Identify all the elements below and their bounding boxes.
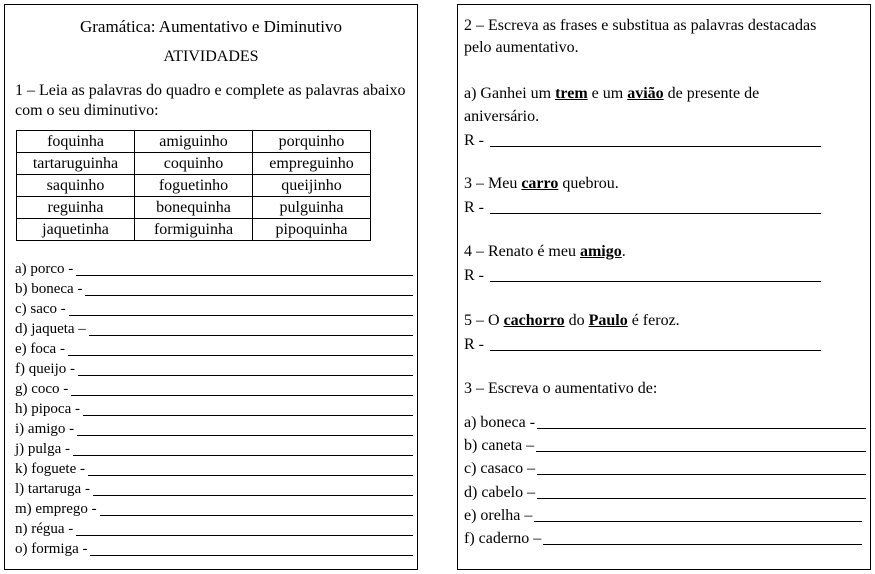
item-label: j) pulga - — [15, 441, 70, 457]
answer-line[interactable] — [93, 495, 413, 496]
aug-item-boneca — [464, 413, 866, 431]
item-tartaruga — [15, 478, 413, 498]
item-label: a) porco - — [15, 261, 74, 277]
item-label: a) boneca - — [464, 414, 536, 431]
answer-line[interactable] — [90, 555, 413, 556]
answer-line[interactable] — [534, 521, 862, 522]
highlighted-word: Paulo — [588, 312, 628, 329]
highlighted-word: amigo — [579, 243, 622, 260]
sentence-text: é feroz. — [627, 312, 680, 329]
item-formiga — [15, 538, 413, 558]
answer-line[interactable] — [73, 455, 413, 456]
table-cell: coquinho — [135, 153, 253, 175]
answer-line[interactable] — [85, 295, 413, 296]
right-worksheet-page — [457, 4, 871, 570]
worksheet-title: Gramática: Aumentativo e Diminutivo — [79, 17, 343, 36]
item-label: f) caderno – — [464, 530, 542, 547]
highlighted-word: cachorro — [503, 312, 565, 329]
highlighted-word: carro — [521, 175, 559, 192]
table-cell: empreguinho — [253, 153, 371, 175]
item-label: e) orelha – — [464, 507, 533, 524]
sentence-text: a) Ganhei um — [464, 85, 556, 102]
sentence-text: 4 – Renato é meu — [464, 243, 580, 260]
sentence-text: . — [621, 243, 626, 260]
answer-4 — [464, 266, 821, 284]
item-label: h) pipoca - — [15, 401, 80, 417]
table-cell: foquinha — [17, 131, 135, 153]
item-queijo — [15, 358, 413, 378]
answer-line[interactable] — [89, 335, 413, 336]
table-row — [17, 197, 371, 219]
activities-heading: ATIVIDADES — [163, 48, 259, 65]
sentence-text: quebrou. — [558, 175, 619, 192]
sentence-text: 5 – O — [464, 312, 504, 329]
sentence-a-continued: aniversário. — [464, 108, 540, 125]
aug-item-caneta — [464, 436, 866, 454]
answer-label: R - — [464, 267, 484, 284]
sentence-text: de presente de — [663, 85, 760, 102]
item-label: i) amigo - — [15, 421, 75, 437]
answer-3 — [464, 198, 821, 216]
answer-5 — [464, 335, 821, 353]
instruction-1: 1 – Leia as palavras do quadro e complete as palavras abaixo com o seu diminutivo: — [15, 82, 406, 119]
answer-line[interactable] — [490, 281, 821, 282]
sentence-3 — [464, 176, 619, 192]
answer-line[interactable] — [76, 535, 413, 536]
answer-line[interactable] — [76, 275, 413, 276]
item-label: b) boneca - — [15, 281, 83, 297]
answer-line[interactable] — [69, 315, 413, 316]
aug-item-cabelo — [464, 483, 866, 501]
item-label: e) foca - — [15, 341, 65, 357]
answer-line[interactable] — [537, 474, 866, 475]
item-emprego — [15, 498, 413, 518]
table-row — [17, 175, 371, 197]
answer-label: R - — [464, 336, 484, 353]
word-table — [16, 130, 371, 241]
item-foca — [15, 338, 413, 358]
answer-line[interactable] — [537, 498, 866, 499]
highlighted-word: trem — [555, 85, 588, 102]
item-label: l) tartaruga - — [15, 481, 90, 497]
answer-line[interactable] — [83, 415, 413, 416]
item-label: g) coco - — [15, 381, 69, 397]
item-foguete — [15, 458, 413, 478]
item-jaqueta — [15, 318, 413, 338]
item-label: o) formiga - — [15, 541, 88, 557]
answer-line[interactable] — [100, 515, 413, 516]
answer-line[interactable] — [490, 350, 821, 351]
answer-line[interactable] — [537, 428, 866, 429]
table-cell: pipoquinha — [253, 219, 371, 241]
sentence-a — [464, 86, 759, 102]
table-cell: saquinho — [17, 175, 135, 197]
item-label: m) emprego - — [15, 501, 97, 517]
item-label: k) foguete - — [15, 461, 85, 477]
item-label: d) jaqueta – — [15, 321, 86, 337]
table-cell: bonequinha — [135, 197, 253, 219]
table-cell: foguetinho — [135, 175, 253, 197]
item-label: b) caneta – — [464, 437, 535, 454]
table-row — [17, 131, 371, 153]
answer-line[interactable] — [88, 475, 413, 476]
table-row — [17, 219, 371, 241]
sentence-text: do — [564, 312, 589, 329]
table-cell: pulguinha — [253, 197, 371, 219]
answer-line[interactable] — [490, 213, 821, 214]
table-cell: formiguinha — [135, 219, 253, 241]
item-saco — [15, 298, 413, 318]
answer-a — [464, 131, 821, 149]
item-regua — [15, 518, 413, 538]
table-row — [17, 153, 371, 175]
answer-line[interactable] — [490, 146, 821, 147]
question-3-heading: 3 – Escreva o aumentativo de: — [464, 380, 658, 397]
answer-label: R - — [464, 199, 484, 216]
item-pipoca — [15, 398, 413, 418]
answer-line[interactable] — [77, 435, 413, 436]
question-2-heading: 2 – Escreva as frases e substitua as palavras destacadas pelo aumentativo. — [464, 17, 817, 56]
sentence-5 — [464, 313, 680, 329]
sentence-text: 3 – Meu — [464, 175, 522, 192]
item-pulga — [15, 438, 413, 458]
item-label: c) saco - — [15, 301, 66, 317]
answer-line[interactable] — [71, 395, 413, 396]
table-cell: amiguinho — [135, 131, 253, 153]
item-coco — [15, 378, 413, 398]
item-label: c) casaco – — [464, 460, 536, 477]
answer-line[interactable] — [543, 544, 862, 545]
item-boneca — [15, 278, 413, 298]
aug-item-casaco — [464, 459, 866, 477]
table-cell: jaquetinha — [17, 219, 135, 241]
aug-item-orelha — [464, 506, 862, 524]
table-cell: queijinho — [253, 175, 371, 197]
item-label: d) cabelo – — [464, 484, 536, 501]
aug-item-caderno — [464, 529, 862, 547]
highlighted-word: avião — [627, 85, 664, 102]
answer-line[interactable] — [68, 355, 413, 356]
item-label: n) régua - — [15, 521, 74, 537]
sentence-text: e um — [587, 85, 628, 102]
sentence-4 — [464, 244, 626, 260]
left-worksheet-page — [4, 4, 418, 570]
item-porco — [15, 258, 413, 278]
answer-label: R - — [464, 132, 484, 149]
table-cell: reguinha — [17, 197, 135, 219]
table-cell: porquinho — [253, 131, 371, 153]
answer-line[interactable] — [536, 451, 866, 452]
item-amigo — [15, 418, 413, 438]
answer-line[interactable] — [78, 375, 413, 376]
table-cell: tartaruguinha — [17, 153, 135, 175]
item-label: f) queijo - — [15, 361, 75, 377]
